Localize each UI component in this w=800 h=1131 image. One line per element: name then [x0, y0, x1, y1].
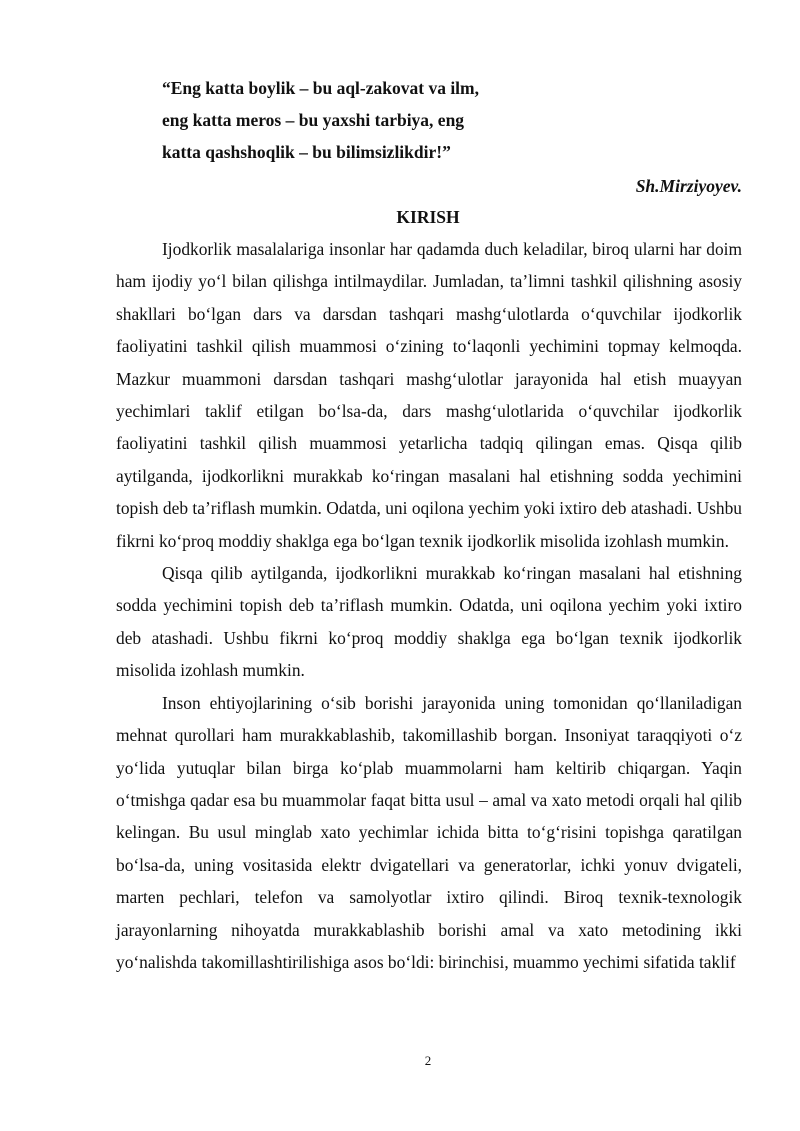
epigraph-line: katta qashshoqlik – bu bilimsizlikdir!”: [162, 142, 451, 162]
body-text: [116, 233, 742, 978]
epigraph-quote: [162, 72, 682, 168]
epigraph-line: “Eng katta boylik – bu aql-zakovat va ilm,: [162, 78, 479, 98]
paragraph: Qisqa qilib aytilganda, ijodkorlikni murakkab ko‘ringan masalani hal etishning sodda yechimini topish deb ta’riflash mumkin. Odatda, uni oqilona yechim yoki ixtiro deb atashadi. Ushbu fikrni ko‘proq moddiy shaklga ega bo‘lgan texnik ijodkorlik misolida izohlash mumkin.: [116, 563, 742, 681]
epigraph-author: Sh.Mirziyoyev.: [635, 176, 742, 196]
epigraph-line: eng katta meros – bu yaxshi tarbiya, eng: [162, 110, 465, 130]
section-heading: KIRISH: [396, 207, 460, 227]
paragraph: Inson ehtiyojlarining o‘sib borishi jarayonida uning tomonidan qo‘llaniladigan mehnat qurollari ham murakkablashib, takomillashib borgan. Insoniyat taraqqiyoti o‘z yo‘lida yutuqlar bilan birga ko‘plab muammolarni ham keltirib chiqargan. Yaqin o‘tmishga qadar esa bu muammolar faqat bitta usul – amal va xato metodi orqali hal qilib kelingan. Bu usul minglab xato yechimlar ichida bitta to‘g‘risini topishga qaratilgan bo‘lsa-da, uning vositasida elektr dvigatellari va generatorlar, ichki yonuv dvigateli, marten pechlari, telefon va samolyotlar ixtiro qilindi. Biroq texnik-texnologik jarayonlarning nihoyatda murakkablashib borishi amal va xato metodining ikki yo‘nalishda takomillashtirilishiga asos bo‘ldi: birinchisi, muammo yechimi sifatida taklif: [116, 692, 742, 972]
page-number: 2: [424, 1053, 432, 1068]
paragraph: Ijodkorlik masalalariga insonlar har qadamda duch keladilar, biroq ularni har doim ham ijodiy yo‘l bilan qilishga intilmaydilar. Jumladan, ta’limni tashkil qilishning asosiy shakllari bo‘lgan dars va darsdan tashqari mashg‘ulotlarda o‘quvchilar ijodkorlik faoliyatini tashkil qilish muammosi o‘zining to‘laqonli yechimini topmay kelmoqda. Mazkur muammoni darsdan tashqari mashg‘ulotlar jarayonida hal etish muayyan yechimlari taklif etilgan bo‘lsa-da, dars mashg‘ulotlarida o‘quvchilar ijodkorlik faoliyatini tashkil qilish muammosi yetarlicha tadqiq qilingan emas. Qisqa qilib aytilganda, ijodkorlikni murakkab ko‘ringan masalani hal etishning sodda yechimini topish deb ta’riflash mumkin. Odatda, uni oqilona yechim yoki ixtiro deb atashadi. Ushbu fikrni ko‘proq moddiy shaklga ega bo‘lgan texnik ijodkorlik misolida izohlash mumkin.: [116, 239, 742, 551]
